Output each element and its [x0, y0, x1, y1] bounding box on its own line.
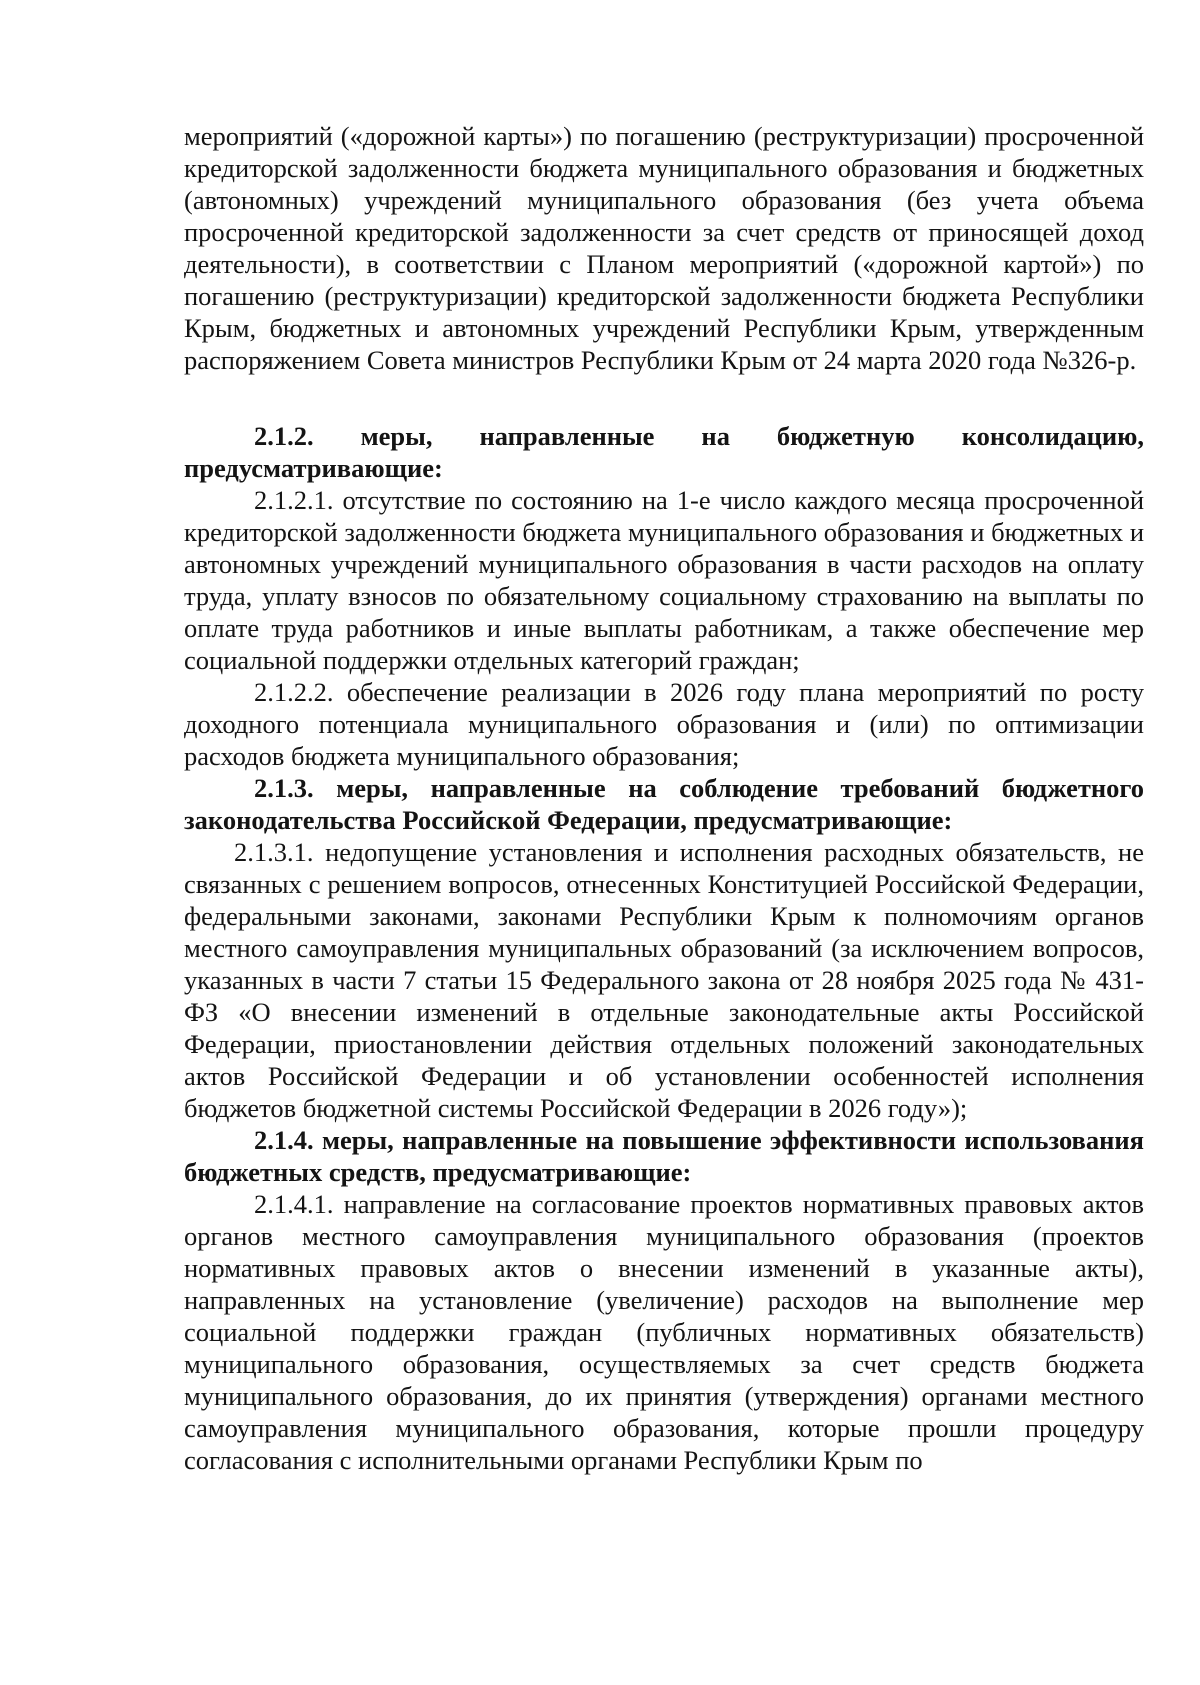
heading-2-1-2: 2.1.2. меры, направленные на бюджетную консолидацию, предусматривающие:	[184, 421, 1144, 483]
document-page	[184, 120, 1144, 1476]
paragraph-2-1-4-1: 2.1.4.1. направление на согласование проектов нормативных правовых актов органов местного самоуправления муниципального образования (проектов нормативных правовых актов о внесении изменений в указанные акты), направленных на установление (увеличение) расходов на выполнение мер социальной поддержки граждан (публичных нормативных обязательств) муниципального образования, осуществляемых за счет средств бюджета муниципального образования, до их принятия (утверждения) органами местного самоуправления муниципального образования, которые прошли процедуру согласования с исполнительными органами Республики Крым по	[184, 1189, 1144, 1475]
paragraph-2-1-2-1: 2.1.2.1. отсутствие по состоянию на 1-е число каждого месяца просроченной кредиторской задолженности бюджета муниципального образования и бюджетных и автономных учреждений муниципального образования в части расходов на оплату труда, уплату взносов по обязательному социальному страхованию на выплаты по оплате труда работников и иные выплаты работникам, а также обеспечение мер социальной поддержки отдельных категорий граждан;	[184, 485, 1144, 675]
paragraph-road-map: мероприятий («дорожной карты») по погашению (реструктуризации) просроченной кредиторской задолженности бюджета муниципального образования и бюджетных (автономных) учреждений муниципального образования (без учета объема просроченной кредиторской задолженности за счет средств от приносящей доход деятельности), в соответствии с Планом мероприятий («дорожной картой») по погашению (реструктуризации) кредиторской задолженности бюджета Республики Крым, бюджетных и автономных учреждений Республики Крым, утвержденным распоряжением Совета министров Республики Крым от 24 марта 2020 года №326-р.	[184, 121, 1144, 375]
heading-2-1-4: 2.1.4. меры, направленные на повышение эффективности использования бюджетных средств, предусматривающие:	[184, 1125, 1144, 1187]
paragraph-gap	[184, 376, 1144, 420]
paragraph-2-1-3-1: 2.1.3.1. недопущение установления и исполнения расходных обязательств, не связанных с решением вопросов, отнесенных Конституцией Российской Федерации, федеральными законами, законами Республики Крым к полномочиям органов местного самоуправления муниципальных образований (за исключением вопросов, указанных в части 7 статьи 15 Федерального закона от 28 ноября 2025 года № 431-ФЗ «О внесении изменений в отдельные законодательные акты Российской Федерации, приостановлении действия отдельных положений законодательных актов Российской Федерации и об установлении особенностей исполнения бюджетов бюджетной системы Российской Федерации в 2026 году»);	[184, 837, 1144, 1123]
paragraph-2-1-2-2: 2.1.2.2. обеспечение реализации в 2026 году плана мероприятий по росту доходного потенциала муниципального образования и (или) по оптимизации расходов бюджета муниципального образования;	[184, 677, 1144, 771]
heading-2-1-3: 2.1.3. меры, направленные на соблюдение требований бюджетного законодательства Российской Федерации, предусматривающие:	[184, 773, 1144, 835]
